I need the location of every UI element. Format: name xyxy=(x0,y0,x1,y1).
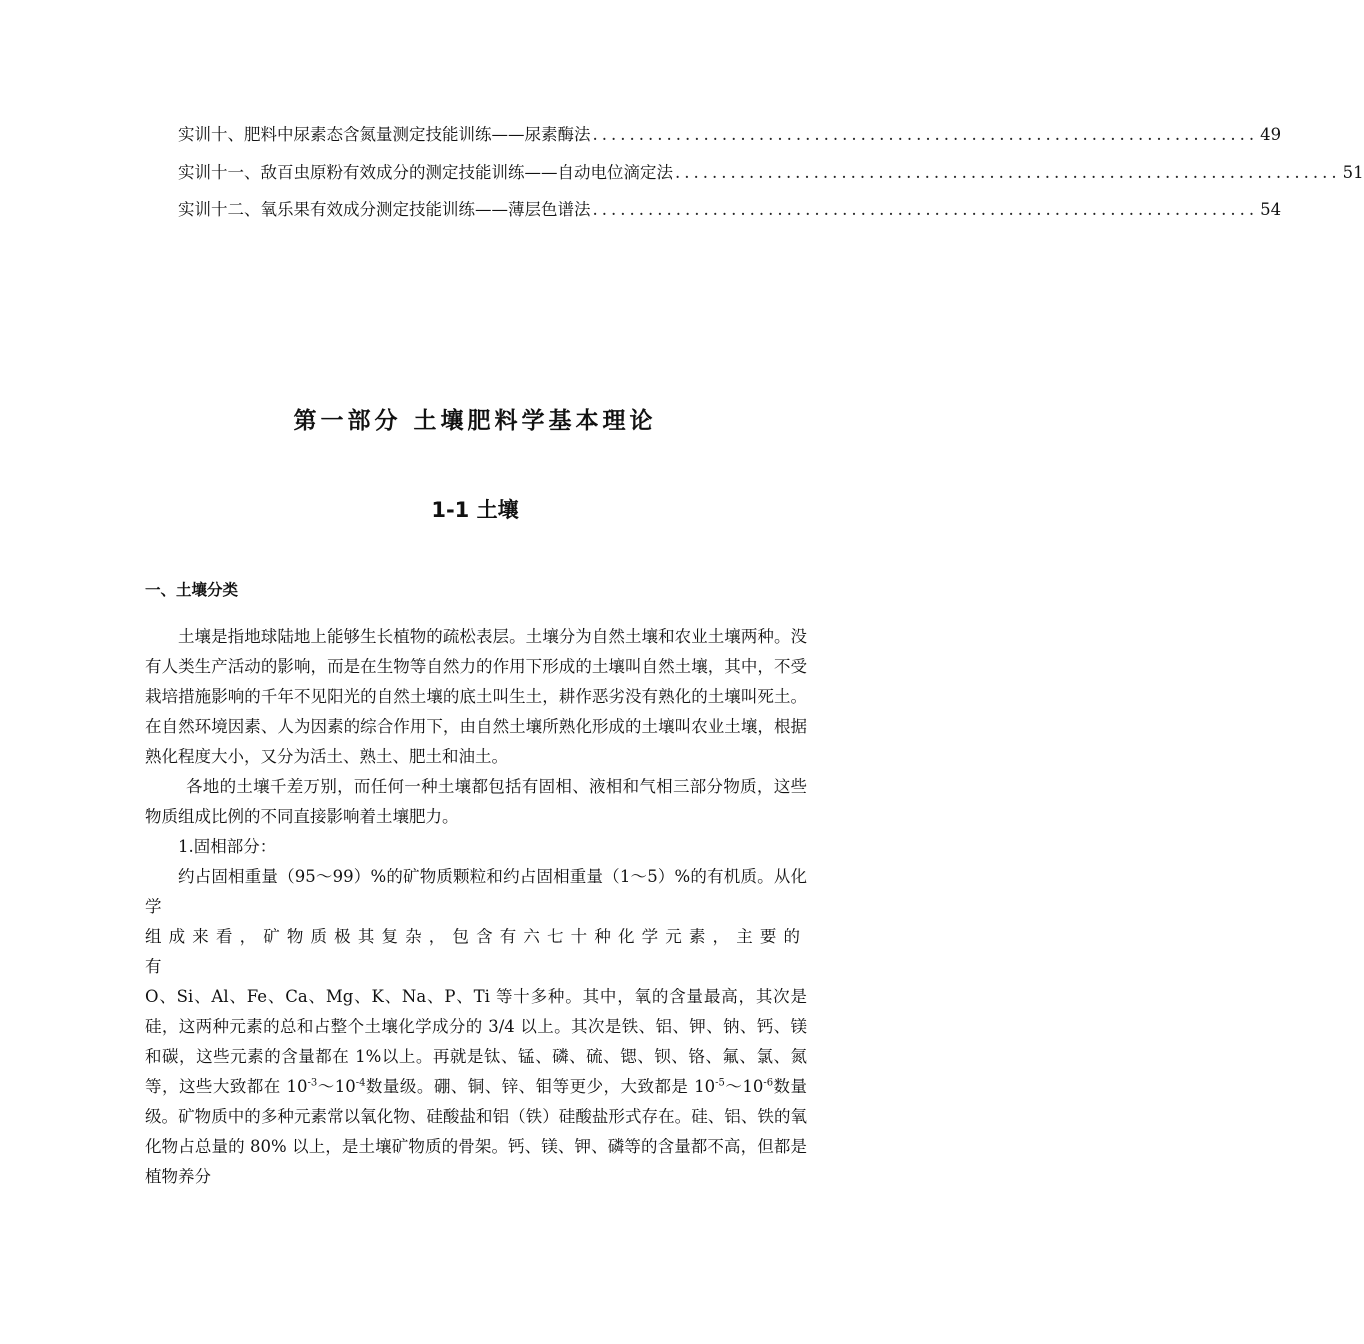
table-of-contents xyxy=(178,124,1364,237)
toc-dot-leader: ........................................................................ xyxy=(592,125,1259,144)
paragraph: 各地的土壤千差万别，而任何一种土壤都包括有固相、液相和气相三部分物质，这些物质组成比例的不同直接影响着土壤肥力。 xyxy=(145,777,807,826)
toc-page-number: 54 xyxy=(1260,200,1282,219)
superscript: -3 xyxy=(307,1077,318,1089)
text-run: 数量级。硼、铜、锌、钼等更少，大致都是 10 xyxy=(365,1077,716,1096)
toc-entry-title: 实训十、肥料中尿素态含氮量测定技能训练——尿素酶法 xyxy=(178,125,591,144)
paragraph: 1.固相部分： xyxy=(178,837,277,856)
text-run: 数量级。矿物质中的多种元素常以氧化物、硅酸盐和铝（铁）硅酸盐形式存在。硅、铝、铁的氧化物占总量的 80% 以上，是土壤矿物质的骨架。钙、镁、钾、磷等的含量都不高，但都是植物养分 xyxy=(145,1077,808,1186)
part-title: 第一部分 土壤肥料学基本理论 xyxy=(293,408,657,434)
superscript: -4 xyxy=(355,1077,366,1089)
toc-entry[interactable] xyxy=(178,199,1282,237)
paragraph xyxy=(145,982,807,1192)
text-run: ～10 xyxy=(317,1077,356,1096)
body-text xyxy=(145,622,807,1192)
toc-entry-title: 实训十二、氧乐果有效成分测定技能训练——薄层色谱法 xyxy=(178,200,591,219)
paragraph-line: 约占固相重量（95～99）%的矿物质颗粒和约占固相重量（1～5）%的有机质。从化学 xyxy=(145,867,807,916)
toc-dot-leader: ........................................................................ xyxy=(675,162,1341,182)
text-run: ～10 xyxy=(724,1077,764,1096)
toc-entry-title: 实训十一、敌百虫原粉有效成分的测定技能训练——自动电位滴定法 xyxy=(178,162,673,182)
toc-page-number: 49 xyxy=(1260,125,1282,144)
paragraph-line: 组成来看，矿物质极其复杂，包含有六七十种化学元素，主要的有 xyxy=(145,927,807,976)
paragraph: 土壤是指地球陆地上能够生长植物的疏松表层。土壤分为自然土壤和农业土壤两种。没有人类生产活动的影响，而是在生物等自然力的作用下形成的土壤叫自然土壤，其中，不受栽培措施影响的千年不见阳光的自然土壤的底土叫生土，耕作恶劣没有熟化的土壤叫死土。在自然环境因素、人为因素的综合作用下，由自然土壤所熟化形成的土壤叫农业土壤，根据熟化程度大小，又分为活土、熟土、肥土和油土。 xyxy=(145,627,807,766)
superscript: -6 xyxy=(763,1077,774,1089)
text-run: O、Si、Al、Fe、Ca、Mg、K、Na、P、Ti 等十多种。其中，氧的含量最高，其次是硅，这两种元素的总和占整个土壤化学成分的 3/4 以上。其次是铁、铝、钾、钠、钙、镁和碳，这些元素的含量都在 1%以上。再就是钛、锰、磷、硫、锶、钡、铬、氟、氯、氮等，这些大致都在 10 xyxy=(145,987,807,1096)
superscript: -5 xyxy=(715,1077,725,1089)
toc-dot-leader: ........................................................................ xyxy=(592,200,1259,219)
subsection-title: 一、土壤分类 xyxy=(145,581,239,599)
toc-entry[interactable] xyxy=(178,162,1364,200)
toc-entry[interactable] xyxy=(178,124,1282,162)
toc-page-number: 51 xyxy=(1342,162,1364,182)
section-title: 1-1 土壤 xyxy=(431,498,519,522)
